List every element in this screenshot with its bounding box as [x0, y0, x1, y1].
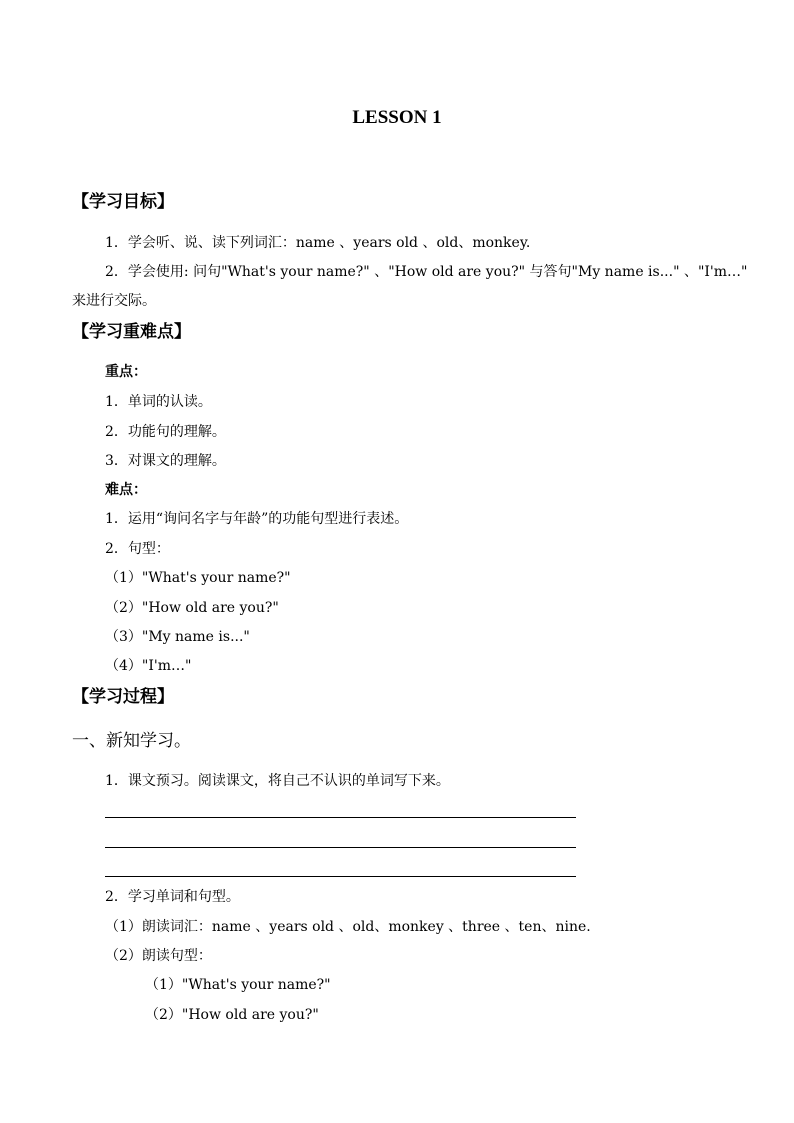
- difficulty-label: 难点：: [105, 482, 147, 498]
- objective-item: 2．学会使用: 问句"What's your name?" 、"How old are you?" 与答句"My name is..." 、"I'm…": [105, 264, 748, 280]
- difficulty-sentence: （2）"How old are you?": [105, 600, 279, 616]
- process-heading: 【学习过程】: [72, 687, 174, 707]
- focus-item: 3．对课文的理解。: [105, 453, 226, 469]
- objective-item: 1．学会听、说、读下列词汇：name 、years old 、old、monkey.: [105, 235, 531, 251]
- step-2-item: （1）朗读词汇：name 、years old 、old、monkey 、three 、ten、nine.: [105, 919, 591, 935]
- answer-line[interactable]: [105, 817, 576, 818]
- step-1: 1．课文预习。阅读课文，将自己不认识的单词写下来。: [105, 773, 450, 789]
- focus-item: 1．单词的认读。: [105, 394, 212, 410]
- focus-item: 2．功能句的理解。: [105, 424, 226, 440]
- practice-sentence: （1）"What's your name?": [145, 977, 331, 993]
- objective-item-continuation: 来进行交际。: [72, 293, 156, 309]
- objectives-heading: 【学习目标】: [72, 192, 174, 212]
- step-2-item: （2）朗读句型：: [105, 948, 212, 964]
- difficulty-sentence: （1）"What's your name?": [105, 570, 291, 586]
- focus-label: 重点：: [105, 364, 147, 380]
- difficulty-item: 2．句型：: [105, 541, 170, 557]
- keypoints-heading: 【学习重难点】: [72, 322, 191, 342]
- difficulty-sentence: （3）"My name is...": [105, 629, 250, 645]
- lesson-title: LESSON 1: [352, 107, 442, 128]
- practice-sentence: （2）"How old are you?": [145, 1007, 319, 1023]
- step-2: 2．学习单词和句型。: [105, 889, 240, 905]
- difficulty-sentence: （4）"I'm…": [105, 658, 192, 674]
- answer-line[interactable]: [105, 847, 576, 848]
- section-title: 一、新知学习。: [72, 731, 191, 751]
- difficulty-item: 1．运用“询问名字与年龄”的功能句型进行表述。: [105, 511, 409, 527]
- answer-line[interactable]: [105, 876, 576, 877]
